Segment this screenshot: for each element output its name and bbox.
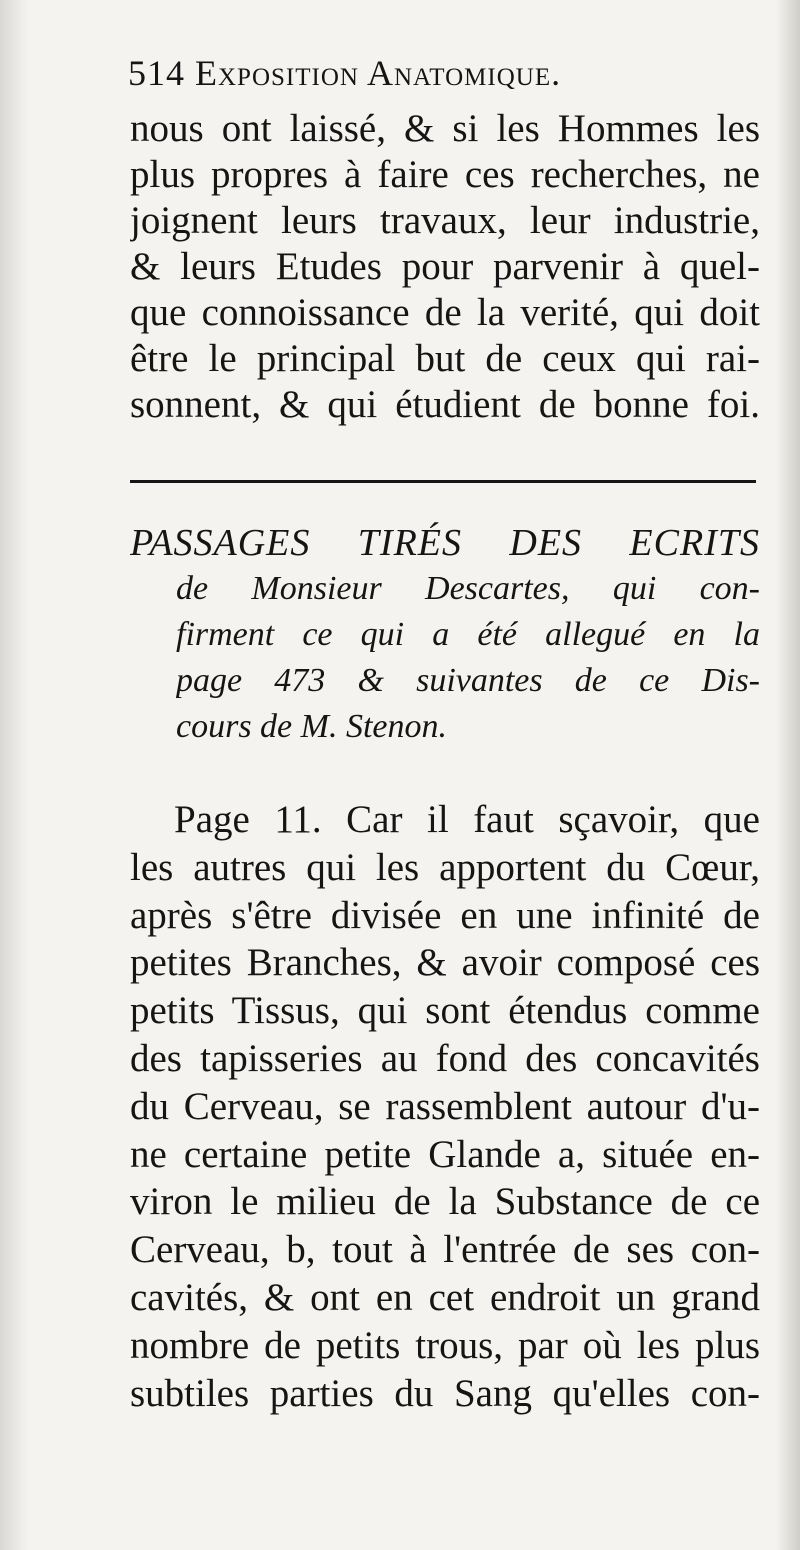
- page-number: 514: [128, 53, 185, 93]
- running-header: [128, 52, 758, 94]
- text-line: après s'être divisée en une infinité de: [130, 893, 760, 937]
- text-line: Page 11. Car il faut sçavoir, que: [174, 798, 760, 841]
- text-line: & leurs Etudes pour parvenir à quel-: [130, 245, 760, 288]
- heading-line: PASSAGES TIRÉS DES ECRITS: [130, 522, 760, 564]
- section-heading: [130, 520, 760, 750]
- text-line: ne certaine petite Glande a, située en-: [130, 1132, 760, 1176]
- text-line: que connoissance de la verité, qui doit: [130, 291, 760, 334]
- text-line: viron le milieu de la Substance de ce: [130, 1180, 760, 1224]
- text-line: plus propres à faire ces recherches, ne: [130, 153, 760, 196]
- heading-line: de Monsieur Descartes, qui con-: [176, 570, 760, 607]
- text-line: nous ont laissé, & si les Hommes les: [130, 107, 760, 150]
- paragraph-body: [130, 796, 760, 1417]
- page-gutter-shadow: [0, 0, 28, 1550]
- text-line: sonnent, & qui étudient de bonne foi.: [130, 383, 760, 426]
- text-line: nombre de petits trous, par où les plus: [130, 1323, 760, 1367]
- section-divider: [130, 480, 756, 483]
- text-line: petits Tissus, qui sont étendus comme: [130, 989, 760, 1033]
- text-line: petites Branches, & avoir composé ces: [130, 941, 760, 985]
- paragraph-continued: [130, 106, 760, 428]
- text-line: des tapisseries au fond des concavités: [130, 1036, 760, 1080]
- text-line: être le principal but de ceux qui rai-: [130, 337, 760, 380]
- running-title: Exposition Anatomique.: [195, 53, 562, 93]
- text-line: du Cerveau, se rassemblent autour d'u-: [130, 1084, 760, 1128]
- heading-line: page 473 & suivantes de ce Dis-: [176, 662, 760, 699]
- text-line: Cerveau, b, tout à l'entrée de ses con-: [130, 1228, 760, 1272]
- heading-line: firment ce qui a été allegué en la: [176, 616, 760, 653]
- text-line: joignent leurs travaux, leur industrie,: [130, 199, 760, 242]
- heading-line: cours de M. Stenon.: [176, 708, 448, 745]
- text-line: subtiles parties du Sang qu'elles con-: [130, 1371, 760, 1415]
- text-line: les autres qui les apportent du Cœur,: [130, 845, 760, 889]
- page-edge-shadow: [776, 0, 800, 1550]
- text-line: cavités, & ont en cet endroit un grand: [130, 1275, 760, 1319]
